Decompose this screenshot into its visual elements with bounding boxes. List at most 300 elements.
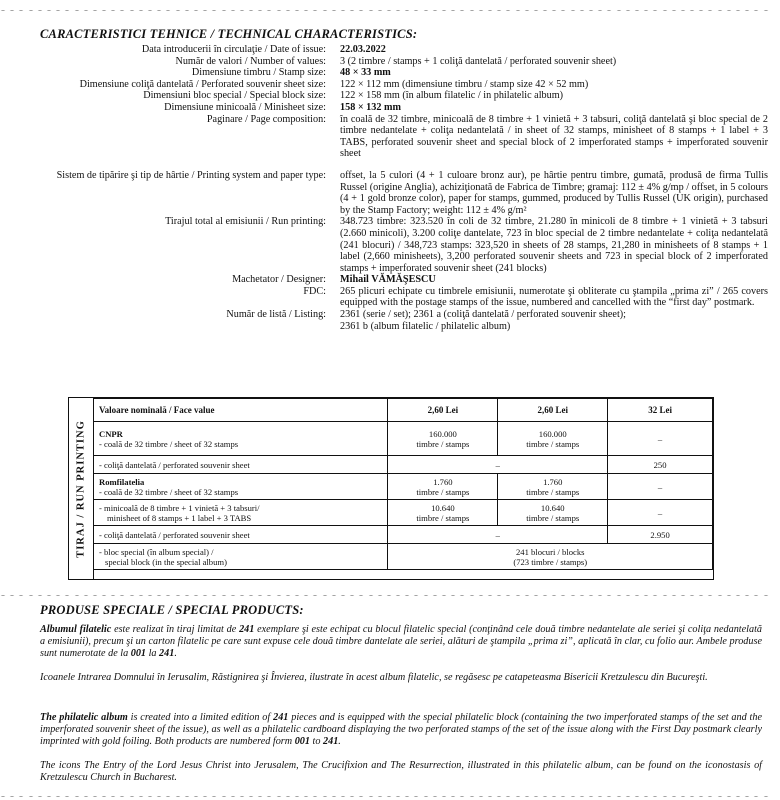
dot: [211, 796, 217, 797]
run-printing-table-box: [68, 397, 714, 580]
dot: [239, 595, 245, 596]
dot: [175, 10, 181, 11]
row-label: - coliţă dantelată / perforated souvenir sheet: [94, 526, 388, 544]
header-face-value: Valoare nominală / Face value: [94, 399, 388, 422]
dot: [533, 595, 539, 596]
dot: [55, 10, 61, 11]
dot: [147, 595, 153, 596]
dot: [395, 10, 401, 11]
dot: [533, 796, 539, 797]
table-row: [94, 422, 713, 456]
dot: [322, 796, 328, 797]
dot: [606, 796, 612, 797]
header-value-1: 2,60 Lei: [388, 399, 498, 422]
dot: [698, 796, 704, 797]
dot: [560, 10, 566, 11]
dot: [625, 595, 631, 596]
dot: [37, 796, 43, 797]
dot: [606, 10, 612, 11]
dot: [101, 595, 107, 596]
dot: [469, 595, 475, 596]
dot: [221, 10, 227, 11]
dot: [671, 10, 677, 11]
dotted-border-bottom: [0, 789, 780, 797]
dot: [257, 595, 263, 596]
dot: [404, 595, 410, 596]
dot: [652, 595, 658, 596]
row-page-composition: [8, 114, 768, 160]
dot: [358, 796, 364, 797]
dot: [276, 10, 282, 11]
table-row: [94, 544, 713, 570]
dot: [551, 10, 557, 11]
dot: [689, 10, 695, 11]
dot: [239, 796, 245, 797]
label: Tirajul total al emisiunii / Run printing:: [165, 216, 326, 228]
dot: [597, 595, 603, 596]
dot: [331, 595, 337, 596]
dot: [303, 595, 309, 596]
dot: [542, 10, 548, 11]
technical-characteristics: [8, 44, 768, 332]
dot: [184, 796, 190, 797]
dot: [707, 10, 713, 11]
dot: [763, 595, 769, 596]
dot: [726, 595, 732, 596]
dot: [211, 595, 217, 596]
dot: [64, 10, 70, 11]
dot: [129, 595, 135, 596]
technical-characteristics-title: CARACTERISTICI TEHNICE / TECHNICAL CHARACTERISTICS:: [40, 27, 418, 41]
dot: [717, 595, 723, 596]
dot: [184, 10, 190, 11]
dot: [551, 796, 557, 797]
value: 348.723 timbre: 323.520 în coli de 32 timbre, 21.280 în minicoli de 8 timbre + 1 vinietă + 3 tabsuri (2.660 minicoli), 3.200 coliţe dantelate, 723 în bloc special de 2 timbre nedantelate + coliţa nedantelată (241 blocuri) / 348,723 stamps: 323,520 in sheets of 28 stamps, 21,280 in minisheets of 8 stamps + 1 label (2,660 minisheets), 3,200 perforated souvenir sheets and 723 in special block of 2 imperforated stamps + imperforated souvenir sheet (241 blocks): [340, 216, 768, 274]
dot: [744, 595, 750, 596]
label: Data introducerii în circulaţie / Date of issue:: [141, 44, 326, 55]
dot: [726, 10, 732, 11]
dot: [165, 595, 171, 596]
dot: [165, 796, 171, 797]
dot: [74, 10, 80, 11]
dot: [717, 796, 723, 797]
dot: [331, 10, 337, 11]
label: FDC:: [303, 285, 326, 297]
dot: [404, 796, 410, 797]
dot: [294, 595, 300, 596]
dot: [368, 10, 374, 11]
value: în coală de 32 timbre, minicoală de 8 timbre + 1 vinietă + 3 tabsuri, coliţă dantelată şi bloc special de 2 timbre nedantelate + coliţa nedantelată / in sheet of 32 stamps, minisheet of 8 stamps + 1 label + 3 TABS, perforated souvenir sheet and special block of 2 imperforated stamps + imperforated souvenir sheet: [340, 113, 768, 160]
row-souvenir-sheet-size: [8, 79, 768, 91]
dot: [413, 796, 419, 797]
dot: [735, 796, 741, 797]
dot: [441, 595, 447, 596]
header-value-3: 32 Lei: [608, 399, 713, 422]
dot: [138, 10, 144, 11]
dot: [340, 796, 346, 797]
label: Sistem de tipărire şi tip de hârtie / Printing system and paper type:: [56, 169, 326, 181]
dot: [248, 595, 254, 596]
dot: [432, 796, 438, 797]
header-value-2: 2,60 Lei: [498, 399, 608, 422]
dot: [643, 595, 649, 596]
dot: [542, 796, 548, 797]
value: 48 × 33 mm: [340, 67, 391, 79]
dot: [698, 10, 704, 11]
dot: [616, 595, 622, 596]
special-products-ro-2: Icoanele Intrarea Domnului în Ierusalim, Răstignirea şi Învierea, ilustrate în acest album filatelic, se regăsesc pe catapeteasma Bisericii Kretzulescu din Bucureşti.: [40, 672, 708, 683]
dot: [707, 595, 713, 596]
dot: [459, 595, 465, 596]
dot: [257, 10, 263, 11]
dot: [487, 10, 493, 11]
dot: [202, 796, 208, 797]
dot: [9, 10, 15, 11]
dot: [496, 796, 502, 797]
dot: [28, 796, 34, 797]
row-number-of-values: [8, 56, 768, 68]
dot: [46, 796, 52, 797]
row-label: - minicoală de 8 timbre + 1 vinietă + 3 tabsuri/ minisheet of 8 stamps + 1 label + 3 TABS: [94, 500, 388, 526]
dot: [423, 595, 429, 596]
dot: [276, 595, 282, 596]
dot: [294, 796, 300, 797]
dot: [110, 796, 116, 797]
table-header-row: [94, 399, 713, 422]
dot: [175, 595, 181, 596]
dot: [671, 595, 677, 596]
dot: [221, 796, 227, 797]
dot: [377, 595, 383, 596]
dot: [395, 796, 401, 797]
dot: [763, 796, 769, 797]
dot: [74, 595, 80, 596]
cell: –: [388, 456, 608, 474]
dot: [18, 10, 24, 11]
dot: [110, 595, 116, 596]
table-row: [94, 474, 713, 500]
dot: [763, 10, 769, 11]
dot: [505, 10, 511, 11]
dot: [515, 595, 521, 596]
dot: [230, 796, 236, 797]
dot: [487, 796, 493, 797]
dot: [377, 796, 383, 797]
dot: [119, 10, 125, 11]
dot: [74, 796, 80, 797]
dot: [175, 796, 181, 797]
dot: [634, 796, 640, 797]
dot: [634, 595, 640, 596]
dot: [276, 796, 282, 797]
value: offset, la 5 culori (4 + 1 culoare bronz aur), pe hârtie pentru timbre, gumată, produsă de firma Tullis Russel (origine Anglia), achiziţionată de Fabrica de Timbre; gramaj: 112 ± 4% g/mp / offset, in 5 colours (4 + 1 gold bronze color), paper for stamps, gummed, produced by Tullis Russel (UK origin), purchased by the Stamp Factory; weight: 112 ± 4% g/m²: [340, 169, 768, 216]
dot: [92, 10, 98, 11]
dot: [744, 10, 750, 11]
special-products-en-2: The icons The Entry of the Lord Jesus Christ into Jerusalem, The Crucifixion and The Resurrection, illustrated in this philatelic album, can be found on the iconostasis of Kretzulescu Church in Bucharest.: [40, 760, 762, 784]
label: Paginare / Page composition:: [206, 113, 326, 125]
dot: [616, 10, 622, 11]
dot: [744, 796, 750, 797]
dot: [110, 10, 116, 11]
dot: [202, 595, 208, 596]
dot: [423, 10, 429, 11]
dot: [579, 10, 585, 11]
dotted-border-middle: [0, 588, 780, 596]
row-date-of-issue: [8, 44, 768, 56]
dot: [459, 796, 465, 797]
dot: [515, 10, 521, 11]
dot: [625, 10, 631, 11]
dot: [469, 796, 475, 797]
dot: [588, 10, 594, 11]
dot: [64, 595, 70, 596]
dot: [64, 796, 70, 797]
cell: 1.760 timbre / stamps: [388, 474, 498, 500]
cell: 10.640 timbre / stamps: [388, 500, 498, 526]
dot: [671, 796, 677, 797]
dot: [28, 10, 34, 11]
cell: 241 blocuri / blocks (723 timbre / stamps): [388, 544, 713, 570]
dot: [129, 796, 135, 797]
dot: [496, 595, 502, 596]
dot: [450, 595, 456, 596]
dot: [753, 10, 759, 11]
dot: [349, 796, 355, 797]
dotted-border-top: [0, 3, 780, 11]
row-label: CNPR - coală de 32 timbre / sheet of 32 stamps: [94, 422, 388, 456]
dot: [92, 796, 98, 797]
dot: [505, 796, 511, 797]
dot: [322, 595, 328, 596]
label: Dimensiune minicoală / Minisheet size:: [164, 101, 326, 113]
dot: [138, 796, 144, 797]
dot: [37, 10, 43, 11]
table-row: [94, 500, 713, 526]
dot: [533, 10, 539, 11]
dot: [753, 595, 759, 596]
dot: [156, 796, 162, 797]
dot: [652, 10, 658, 11]
dot: [193, 10, 199, 11]
dot: [37, 595, 43, 596]
value: 122 × 158 mm (în album filatelic / in philatelic album): [340, 90, 564, 102]
dot: [432, 10, 438, 11]
dot: [515, 796, 521, 797]
label: Număr de valori / Number of values:: [175, 55, 326, 67]
dot: [92, 595, 98, 596]
dot: [248, 796, 254, 797]
dot: [9, 595, 15, 596]
label: Dimensiuni bloc special / Special block size:: [143, 90, 326, 102]
dot: [524, 10, 530, 11]
row-stamp-size: [8, 67, 768, 79]
row-run-printing: [8, 216, 768, 274]
dot: [450, 10, 456, 11]
row-fdc: [8, 286, 768, 309]
dot: [312, 796, 318, 797]
dot: [662, 10, 668, 11]
dot: [266, 10, 272, 11]
dot: [202, 10, 208, 11]
dot: [579, 796, 585, 797]
dot: [413, 595, 419, 596]
dot: [18, 796, 24, 797]
dot: [606, 595, 612, 596]
dot: [698, 595, 704, 596]
dot: [707, 796, 713, 797]
row-label: - bloc special (în album special) / special block (in the special album): [94, 544, 388, 570]
run-printing-side-label: TIRAJ / RUN PRINTING: [69, 398, 94, 579]
dot: [248, 10, 254, 11]
special-products-en-1: The philatelic album is created into a limited edition of 241 pieces and is equipped with the special philatelic block (containing the two imperforated stamps of the set and the imperforated souvenir sheet of the issue), as well as a philatelic cardboard displaying the two perforated stamps of the set of the issue along with the First Day postmark clearly imprinted with gold foiling. Both products are numbered form 001 to 241.: [40, 712, 763, 748]
dot: [423, 796, 429, 797]
dot: [55, 796, 61, 797]
dot: [469, 10, 475, 11]
dot: [560, 796, 566, 797]
dot: [652, 796, 658, 797]
dot: [340, 595, 346, 596]
run-printing-table: [93, 398, 713, 570]
dot: [83, 10, 89, 11]
row-listing: [8, 309, 768, 321]
dot: [46, 10, 52, 11]
dot: [193, 595, 199, 596]
dot: [662, 595, 668, 596]
row-listing-cont: [8, 321, 768, 333]
dot: [184, 595, 190, 596]
dot: [266, 595, 272, 596]
dot: [597, 10, 603, 11]
dot: [395, 595, 401, 596]
value: 265 plicuri echipate cu timbrele emisiunii, numerotate şi obliterate cu ştampila „prima zi” / 265 covers equipped with the postage stamps of the issue, numbered and cancelled with the “first day” postmark.: [340, 285, 768, 309]
dot: [478, 10, 484, 11]
dot: [662, 796, 668, 797]
value: 2361 (serie / set); 2361 a (coliţă dantelată / perforated souvenir sheet);: [340, 309, 626, 321]
dot: [441, 796, 447, 797]
label: Dimensiune coliţă dantelată / Perforated souvenir sheet size:: [79, 78, 326, 90]
dot: [570, 595, 576, 596]
dot: [560, 595, 566, 596]
dot: [266, 796, 272, 797]
dot: [358, 595, 364, 596]
dot: [625, 796, 631, 797]
dot: [524, 796, 530, 797]
dot: [239, 10, 245, 11]
dot: [643, 10, 649, 11]
dot: [9, 796, 15, 797]
cell: –: [388, 526, 608, 544]
dot: [753, 796, 759, 797]
label: [8, 321, 340, 333]
value: Mihail VĂMĂŞESCU: [340, 274, 436, 286]
dot: [597, 796, 603, 797]
cell: 160.000 timbre / stamps: [388, 422, 498, 456]
dot: [0, 10, 6, 11]
label: Număr de listă / Listing:: [226, 309, 326, 321]
dot: [643, 796, 649, 797]
dot: [386, 796, 392, 797]
dot: [138, 595, 144, 596]
dot: [119, 796, 125, 797]
dot: [386, 595, 392, 596]
dot: [349, 10, 355, 11]
dot: [505, 595, 511, 596]
dot: [735, 595, 741, 596]
cell: –: [608, 500, 713, 526]
dot: [689, 595, 695, 596]
dot: [368, 796, 374, 797]
dot: [735, 10, 741, 11]
row-label: - coliţă dantelată / perforated souvenir sheet: [94, 456, 388, 474]
dot: [487, 595, 493, 596]
row-label: Romfilatelia - coală de 32 timbre / sheet of 32 stamps: [94, 474, 388, 500]
cell: –: [608, 422, 713, 456]
dot: [83, 796, 89, 797]
dot: [156, 10, 162, 11]
dot: [46, 595, 52, 596]
dot: [413, 10, 419, 11]
label: Machetator / Designer:: [232, 274, 326, 286]
dot: [285, 595, 291, 596]
dot: [55, 595, 61, 596]
dot: [349, 595, 355, 596]
dot: [689, 796, 695, 797]
dot: [588, 595, 594, 596]
dot: [377, 10, 383, 11]
dot: [496, 10, 502, 11]
row-minisheet-size: [8, 102, 768, 114]
cell: 160.000 timbre / stamps: [498, 422, 608, 456]
dot: [478, 595, 484, 596]
value: 22.03.2022: [340, 44, 386, 55]
value: 158 × 132 mm: [340, 101, 401, 113]
dot: [368, 595, 374, 596]
dot: [331, 796, 337, 797]
dot: [570, 796, 576, 797]
dot: [680, 595, 686, 596]
cell: –: [608, 474, 713, 500]
dot: [165, 10, 171, 11]
dot: [588, 796, 594, 797]
dot: [28, 595, 34, 596]
row-special-block-size: [8, 90, 768, 102]
dot: [285, 10, 291, 11]
dot: [312, 595, 318, 596]
dot: [101, 796, 107, 797]
cell: 250: [608, 456, 713, 474]
dot: [312, 10, 318, 11]
dot: [358, 10, 364, 11]
dot: [570, 10, 576, 11]
dot: [634, 10, 640, 11]
dot: [579, 595, 585, 596]
dot: [441, 10, 447, 11]
dot: [193, 796, 199, 797]
value: 3 (2 timbre / stamps + 1 coliţă dantelată / perforated souvenir sheet): [340, 55, 617, 67]
dot: [717, 10, 723, 11]
row-printing-system: [8, 170, 768, 216]
dot: [680, 10, 686, 11]
dot: [83, 595, 89, 596]
dot: [680, 796, 686, 797]
dot: [404, 10, 410, 11]
cell: 2.950: [608, 526, 713, 544]
dot: [524, 595, 530, 596]
dot: [211, 10, 217, 11]
table-row: [94, 456, 713, 474]
dot: [101, 10, 107, 11]
dot: [156, 595, 162, 596]
